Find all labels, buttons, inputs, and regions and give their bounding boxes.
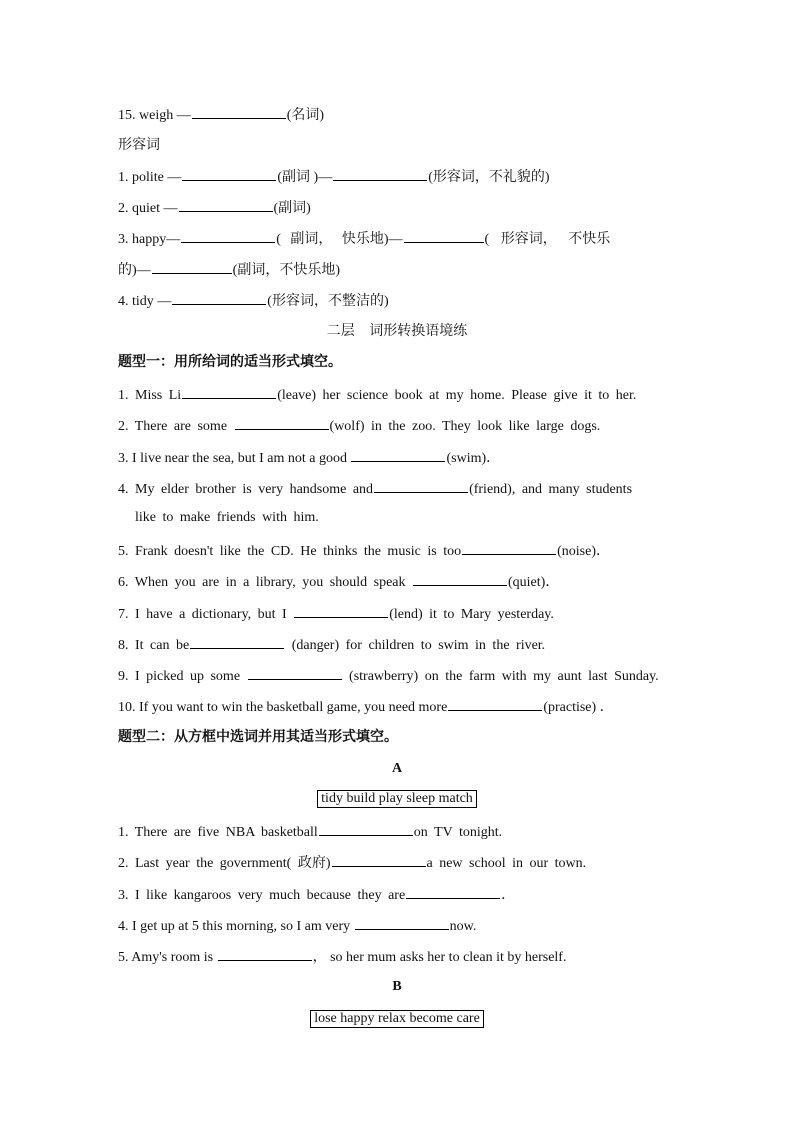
answer-blank[interactable] — [182, 166, 276, 181]
group-a-label: A — [391, 761, 403, 776]
answer-blank[interactable] — [172, 290, 266, 305]
question-9: 9. I picked up some (strawberry) on the farm with my aunt last Sunday. — [118, 665, 659, 686]
answer-blank[interactable] — [319, 821, 413, 836]
word-box-a-wrap — [0, 790, 794, 808]
adjective-heading: 形容词 — [118, 137, 160, 153]
vocab-item-3-cont: 的)— (副词，不快乐地) — [118, 259, 340, 280]
vocab-item-15: 15. weigh — (名词) — [118, 104, 324, 125]
question-2: 2. There are some (wolf) in the zoo. They look like large dogs. — [118, 415, 600, 436]
question-3: 3. I live near the sea, but I am not a good (swim)． — [118, 447, 500, 468]
answer-blank[interactable] — [192, 104, 286, 119]
question-7: 7. I have a dictionary, but I (lend) it to Mary yesterday. — [118, 603, 554, 624]
answer-blank[interactable] — [404, 228, 484, 243]
answer-blank[interactable] — [413, 571, 507, 586]
question-4: 4. My elder brother is very handsome and (friend), and many students — [118, 478, 632, 499]
part1-heading: 题型一：用所给词的适当形式填空。 — [118, 354, 342, 370]
group-b-label: B — [392, 979, 402, 994]
vocab-item-2: 2. quiet — (副词) — [118, 197, 311, 218]
vocab-item-1: 1. polite — (副词 )— (形容词，不礼貌的) — [118, 166, 550, 187]
question-8: 8. It can be (danger) for children to swim in the river. — [118, 634, 545, 655]
group-a-question-2: 2. Last year the government( 政府) a new school in our town. — [118, 852, 586, 873]
question-1: 1. Miss Li (leave) her science book at my home. Please give it to her. — [118, 384, 636, 405]
answer-blank[interactable] — [181, 228, 275, 243]
answer-blank[interactable] — [248, 665, 342, 680]
vocab-item-3: 3. happy— ( 副词， 快乐地)— ( 形容词， 不快乐 — [118, 228, 610, 249]
word-box-a: tidy build play sleep match — [317, 790, 477, 808]
answer-blank[interactable] — [182, 384, 276, 399]
answer-blank[interactable] — [355, 915, 449, 930]
group-a-question-5: 5. Amy's room is ， so her mum asks her to clean it by herself. — [118, 946, 566, 967]
answer-blank[interactable] — [179, 197, 273, 212]
answer-blank[interactable] — [374, 478, 468, 493]
group-a-question-4: 4. I get up at 5 this morning, so I am very now. — [118, 915, 476, 936]
vocab-item-4: 4. tidy — (形容词，不整洁的) — [118, 290, 389, 311]
group-a-question-3: 3. I like kangaroos very much because they are ． — [118, 884, 515, 905]
answer-blank[interactable] — [235, 415, 329, 430]
answer-blank[interactable] — [218, 946, 312, 961]
answer-blank[interactable] — [448, 696, 542, 711]
answer-blank[interactable] — [406, 884, 500, 899]
answer-blank[interactable] — [190, 634, 284, 649]
answer-blank[interactable] — [294, 603, 388, 618]
answer-blank[interactable] — [333, 166, 427, 181]
question-5: 5. Frank doesn't like the CD. He thinks the music is too (noise)． — [118, 540, 610, 561]
section-title: 二层 词形转换语境练 — [326, 323, 468, 339]
group-a-question-1: 1. There are five NBA basketball on TV tonight. — [118, 821, 502, 842]
question-4-cont: like to make friends with him. — [135, 510, 319, 525]
question-10: 10. If you want to win the basketball game, you need more (practise) ． — [118, 696, 614, 717]
part2-heading: 题型二：从方框中选词并用其适当形式填空。 — [118, 729, 398, 745]
question-6: 6. When you are in a library, you should speak (quiet)． — [118, 571, 559, 592]
answer-blank[interactable] — [332, 852, 426, 867]
answer-blank[interactable] — [152, 259, 232, 274]
answer-blank[interactable] — [462, 540, 556, 555]
answer-blank[interactable] — [351, 447, 445, 462]
word-box-b: lose happy relax become care — [310, 1010, 484, 1028]
word-box-b-wrap — [0, 1010, 794, 1028]
